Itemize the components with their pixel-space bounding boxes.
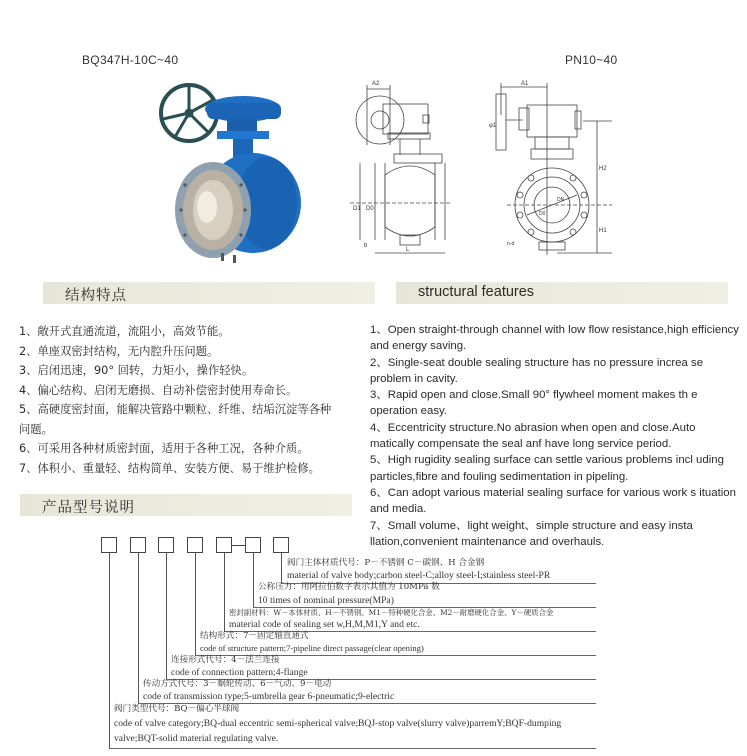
pressure-rating-label: PN10~40 — [565, 53, 618, 67]
features-en-item: 6、Can adopt various material sealing surface for various work s ituation and media. — [370, 486, 736, 516]
code-desc-cn: 阀门类型代号：BQ－偏心半球阀 — [114, 704, 240, 714]
features-en-title: structural features — [418, 284, 535, 300]
features-en-item: 1、Open straight-through channel with low flow resistance,high efficiency and energy saving. — [370, 324, 739, 353]
leader-line — [253, 553, 254, 608]
svg-text:D0: D0 — [539, 211, 546, 217]
features-cn-title: 结构特点 — [65, 288, 127, 304]
baseline — [109, 748, 596, 749]
code-desc-en: material code of sealing set w,H,M,M1,Y and etc. — [229, 619, 420, 630]
code-box-sealing — [216, 537, 232, 553]
features-cn-list — [19, 322, 359, 478]
code-desc-cn: 密封副材料：W－本体材质、H－不锈钢、M1－特种硬化合金、M2－耐磨硬化合金、Y－硬质合金 — [229, 608, 554, 617]
features-en-section-header — [396, 282, 728, 304]
svg-text:A2: A2 — [372, 81, 380, 87]
features-cn-item: 6、可采用各种材质密封面，适用于各种工况，各种介质。 — [19, 442, 309, 455]
code-desc-en: code of connection pattern;4-flange — [171, 667, 308, 678]
model-number-label: BQ347H-10C~40 — [82, 53, 179, 67]
code-desc-en: code of transmission type;5-umbrella gear 6-pneumatic;9-electric — [143, 691, 395, 702]
svg-text:D0: D0 — [366, 206, 374, 212]
code-desc-cn: 传动方式代号：3－蜗轮传动、6－气动、9－电动 — [143, 679, 332, 689]
features-cn-item: 2、单座双密封结构，无内腔升压问题。 — [19, 344, 219, 358]
features-en-item: 3、Rapid open and close.Small 90° flywheel moment makes th e operation easy. — [370, 389, 698, 418]
leader-line — [138, 553, 139, 704]
code-desc-en: code of valve category;BQ-dual eccentric semi-spherical valve;BQJ-stop valve(slurry valve)parremY;BQF-dumping — [114, 718, 562, 729]
features-cn-item: 3、启闭迅速，90° 回转，力矩小，操作轻快。 — [19, 364, 254, 377]
code-desc-cn: 结构形式：7－固定轴直通式 — [200, 631, 309, 641]
leader-line — [166, 553, 167, 680]
leader-line — [195, 553, 196, 656]
features-cn-section-header — [43, 282, 375, 304]
code-desc-cn: 公称压力：用阿拉伯数字表示其值为 10MPa 数 — [258, 582, 440, 592]
code-box-connection — [158, 537, 174, 553]
svg-text:H2: H2 — [599, 166, 607, 172]
features-cn-item: 1、敞开式直通流道，流阻小，高效节能。 — [19, 325, 230, 338]
code-box-body-material — [273, 537, 289, 553]
features-en-item: 4、Eccentricity structure.No abrasion when open and close.Auto matically compensate the seal anf have long service period. — [370, 421, 696, 451]
valve-side-view-drawing — [350, 75, 450, 260]
features-en-item: 5、High rugidity sealing surface can settle various problems incl uding particles,fibre and fouling sedimentation in pipeling. — [370, 454, 724, 483]
valve-product-photo — [155, 75, 305, 265]
code-box-valve-category — [101, 537, 117, 553]
leader-line — [109, 553, 110, 749]
code-desc-cn: 连接形式代号：4－法兰连接 — [171, 655, 280, 665]
code-box-pressure — [245, 537, 261, 553]
features-cn-item: 问题。 — [19, 422, 53, 436]
features-cn-item: 5、高硬度密封面，能解决管路中颗粒、纤维、结垢沉淀等各种 — [19, 403, 332, 416]
dash-connector — [232, 545, 245, 546]
features-en-list — [370, 322, 742, 550]
code-desc-en: valve;BQT-solid material regulating valve. — [114, 733, 279, 744]
svg-text:L: L — [406, 247, 410, 253]
code-box-structure — [187, 537, 203, 553]
features-cn-item: 7、体积小、重量轻、结构简单、安装方便、易于维护检修。 — [19, 461, 320, 475]
svg-text:b: b — [364, 243, 368, 249]
svg-text:D1: D1 — [353, 206, 361, 212]
svg-text:DN: DN — [557, 197, 565, 203]
leader-line — [224, 553, 225, 632]
features-en-item: 7、Small volume、light weight、simple structure and easy insta llation,convenient maintenance and overhauls. — [370, 519, 693, 548]
code-desc-en: 10 times of nominal pressure(MPa) — [258, 595, 394, 606]
code-box-transmission — [130, 537, 146, 553]
svg-text:H1: H1 — [599, 228, 607, 234]
code-desc-cn: 阀门主体材质代号：P－不锈钢 C－碳钢、H 合金钢 — [287, 558, 485, 568]
svg-text:φ1: φ1 — [489, 123, 497, 129]
code-desc-en: code of structure pattern;7-pipeline direct passage(clear opening) — [200, 643, 424, 653]
features-en-item: 2、Single-seat double sealing structure has no pressure increa se problem in cavity. — [370, 356, 704, 385]
svg-text:n-d: n-d — [507, 241, 515, 247]
code-desc-en: material of valve body;carbon steel-C;alloy steel-I;stainless steel-PR — [287, 570, 551, 581]
model-explain-section-header — [20, 494, 352, 516]
valve-front-view-drawing — [487, 75, 612, 260]
svg-text:A1: A1 — [521, 81, 529, 87]
model-explain-title: 产品型号说明 — [42, 500, 135, 516]
leader-line — [281, 553, 282, 584]
features-cn-item: 4、偏心结构、启闭无磨损、自动补偿密封使用寿命长。 — [19, 383, 298, 397]
